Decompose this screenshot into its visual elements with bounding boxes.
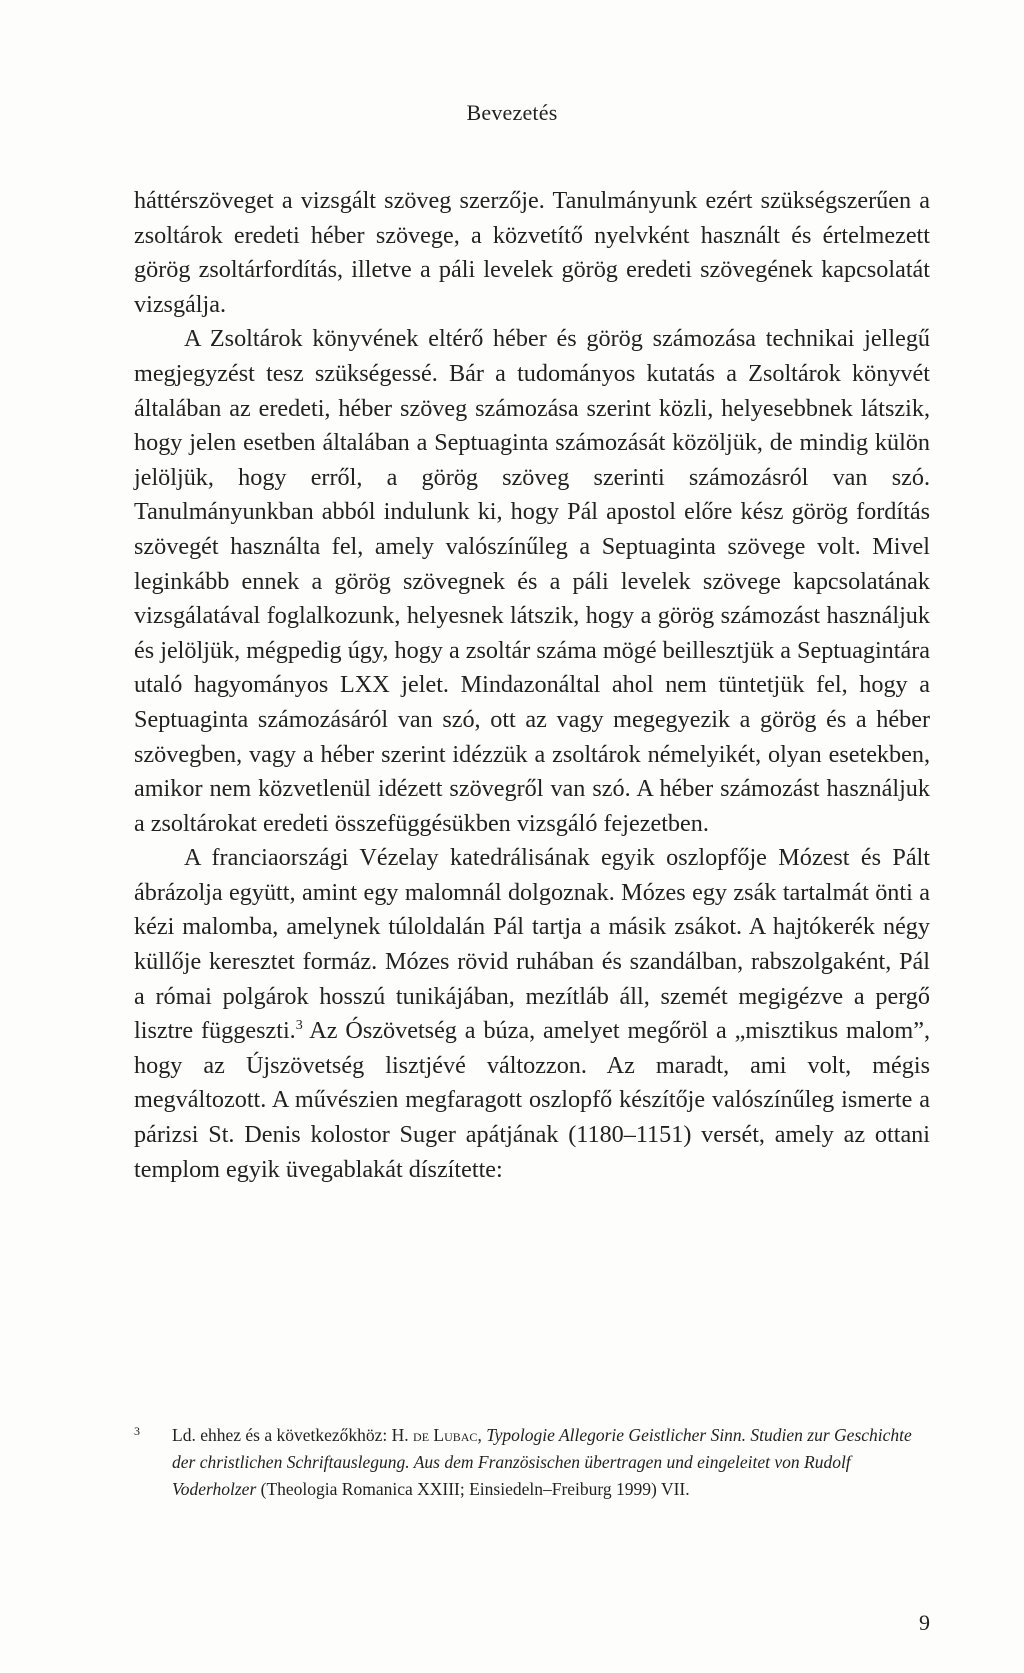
footnote-tail: (Theologia Romanica XXIII; Einsiedeln–Freiburg 1999) VII. xyxy=(256,1479,690,1499)
paragraph-3 xyxy=(134,841,930,1187)
footnote-separator: , xyxy=(477,1425,487,1445)
paragraph-3-text-b: Az Ószövetség a búza, amelyet megőröl a „misztikus malom”, hogy az Újszövetség lisztjévé változzon. Az maradt, ami volt, mégis megváltozott. A művészien megfaragott oszlopfő készítője valószínűleg ismerte a párizsi St. Denis kolostor Suger apátjának (1180–1151) versét, amely az ottani templom egyik üvegablakát díszítette: xyxy=(134,1017,930,1183)
footnote-lead: Ld. ehhez és a következőkhöz: H. xyxy=(172,1425,414,1445)
running-header: Bevezetés xyxy=(466,100,558,125)
footnote-reference[interactable]: 3 xyxy=(295,1018,303,1034)
footnote-author: de Lubac xyxy=(413,1425,478,1445)
paragraph-3-text-a: A franciaországi Vézelay katedrálisának egyik oszlopfője Mózest és Pált ábrázolja együtt, amint egy malomnál dolgoznak. Mózes egy zsák tartalmát önti a kézi malomba, amelynek túloldalán Pál tartja a másik zsákot. A hajtókerék négy küllője keresztet formáz. Mózes rövid ruhában és szandálban, rabszolgaként, Pál a római polgárok hosszú tunikájában, mezítláb áll, szemét megigézve a pergő lisztre függeszti. xyxy=(134,844,930,1045)
footnote-marker: 3 xyxy=(134,1424,140,1438)
paragraph-1: háttérszöveget a vizsgált szöveg szerzője. Tanulmányunk ezért szükségszerűen a zsoltárok eredeti héber szövege, a közvetítő nyelvként használt és értelmezett görög zsoltárfordítás, illetve a páli levelek görög eredeti szövegének kapcsolatát vizsgálja. xyxy=(134,187,930,318)
footnote-3 xyxy=(134,1422,930,1503)
footnote-title: Typologie Allegorie Geistlicher Sinn. Studien zur Geschichte der christlichen Schriftauslegung. Aus dem Französischen übertragen und eingeleitet von Rudolf Voderholzer xyxy=(172,1425,912,1499)
footnotes-section xyxy=(134,1422,930,1503)
main-text xyxy=(134,184,930,1187)
page-number: 9 xyxy=(919,1610,930,1635)
paragraph-2: A Zsoltárok könyvének eltérő héber és görög számozása technikai jellegű megjegyzést tesz szükségessé. Bár a tudományos kutatás a Zsoltárok könyvét általában az eredeti, héber szöveg számozása szerint közli, helyesebbnek látszik, hogy jelen esetben általában a Septuaginta számozását közöljük, de mindig külön jelöljük, hogy erről, a görög szöveg szerinti számozásról van szó. Tanulmányunkban abból indulunk ki, hogy Pál apostol előre kész görög fordítás szövegét használta fel, amely valószínűleg a Septuaginta szövege volt. Mivel leginkább ennek a görög szövegnek és a páli levelek szövege kapcsolatának vizsgálatával foglalkozunk, helyesnek látszik, hogy a görög számozást használjuk és jelöljük, mégpedig úgy, hogy a zsoltár száma mögé beillesztjük a Septuagintára utaló hagyományos LXX jelet. Mindazonáltal ahol nem tüntetjük fel, hogy a Septuaginta számozásáról van szó, ott az vagy megegyezik a görög és a héber szövegben, vagy a héber szerint idézzük a zsoltárok némelyikét, olyan esetekben, amikor nem közvetlenül idézett szövegről van szó. A héber számozást használjuk a zsoltárokat eredeti összefüggésükben vizsgáló fejezetben. xyxy=(134,325,930,837)
